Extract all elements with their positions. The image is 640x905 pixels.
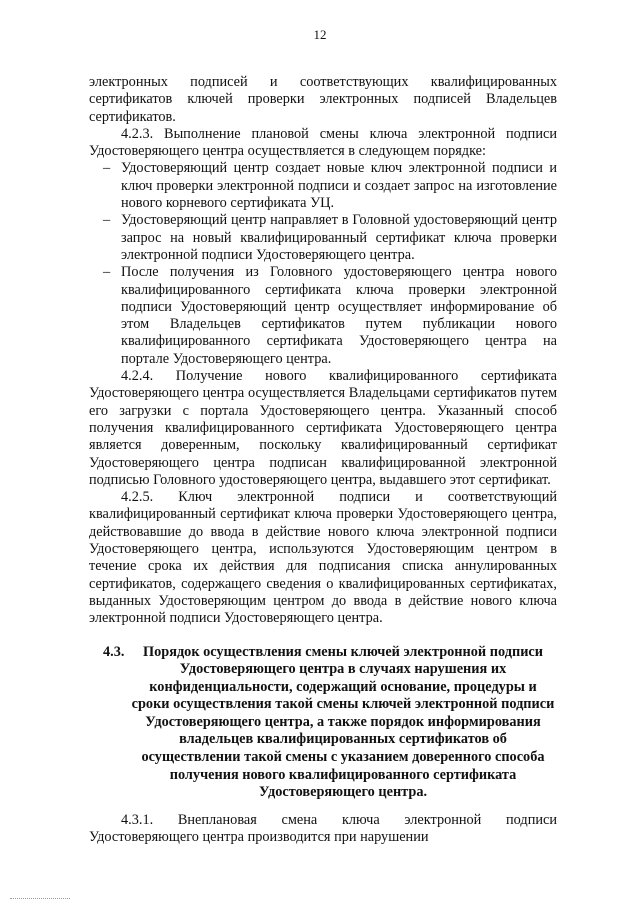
page-number: 12 <box>313 27 327 42</box>
list-item-text: Удостоверяющий центр направляет в Головной удостоверяющий центр запрос на новый квалифицированный сертификат ключа проверки электронной подписи Удостоверяющего центра. <box>121 212 557 263</box>
section-number: 4.3. <box>103 643 125 660</box>
list-item <box>89 212 557 264</box>
bullet-dash: – <box>103 264 111 281</box>
paragraph-4-2-5: 4.2.5. Ключ электронной подписи и соответствующий квалифицированный сертификат ключа проверки Удостоверяющего центра, действовавшие до ввода в действие нового ключа электронной подписи Удостоверяющего центра, используются Удостоверяющим центром в течение срока их действия для подписания списка аннулированных сертификатов, содержащего сведения о квалифицированных сертификатах, выданных Удостоверяющим центром до ввода в действие нового ключа электронной подписи Удостоверяющего центра. <box>89 489 557 627</box>
list-item <box>89 160 557 212</box>
paragraph-continuation: электронных подписей и соответствующих квалифицированных сертификатов ключей проверки электронных подписей Владельцев сертификатов. <box>89 74 557 125</box>
list-item-text: Удостоверяющий центр создает новые ключ электронной подписи и ключ проверки электронной подписи и создает запрос на изготовление нового корневого сертификата УЦ. <box>121 160 557 212</box>
bullet-dash: – <box>103 160 111 177</box>
list-item-text: После получения из Головного удостоверяющего центра нового квалифицированного сертификата ключа проверки электронной подписи Удостоверяющий центр осуществляет информирование об этом Владельцев сертификатов путем публикации нового квалифицированного сертификата Удостоверяющего центра на портале Удостоверяющего центра. <box>121 264 557 367</box>
bullet-dash: – <box>103 212 111 229</box>
document-body <box>89 74 557 846</box>
footer-mark <box>10 898 70 899</box>
paragraph-4-2-3: 4.2.3. Выполнение плановой смены ключа электронной подписи Удостоверяющего центра осуществляется в следующем порядке: <box>89 125 557 160</box>
section-title: Порядок осуществления смены ключей электронной подписи Удостоверяющего центра в случаях нарушения их конфиденциальности, содержащий основание, процедуры и сроки осуществления такой смены ключей электронной подписи Удостоверяющего центра, а также порядок информирования владельцев квалифицированных сертификатов об осуществлении такой смены с указанием доверенного способа получения нового квалифицированного сертификата Удостоверяющего центра. <box>131 643 555 801</box>
section-heading-4-3 <box>89 644 557 802</box>
paragraph-4-2-4: 4.2.4. Получение нового квалифицированного сертификата Удостоверяющего центра осуществляется Владельцами сертификатов путем его загрузки с портала Удостоверяющего центра. Указанный способ получения квалифицированного сертификата Удостоверяющего центра является доверенным, поскольку квалифицированный сертификат Удостоверяющего центра подписан квалифицированной электронной подписью Головного удостоверяющего центра, выдавшего этот сертификат. <box>89 368 557 488</box>
list-item <box>89 264 557 368</box>
paragraph-4-3-1: 4.3.1. Внеплановая смена ключа электронной подписи Удостоверяющего центра производится при нарушении <box>89 811 557 846</box>
